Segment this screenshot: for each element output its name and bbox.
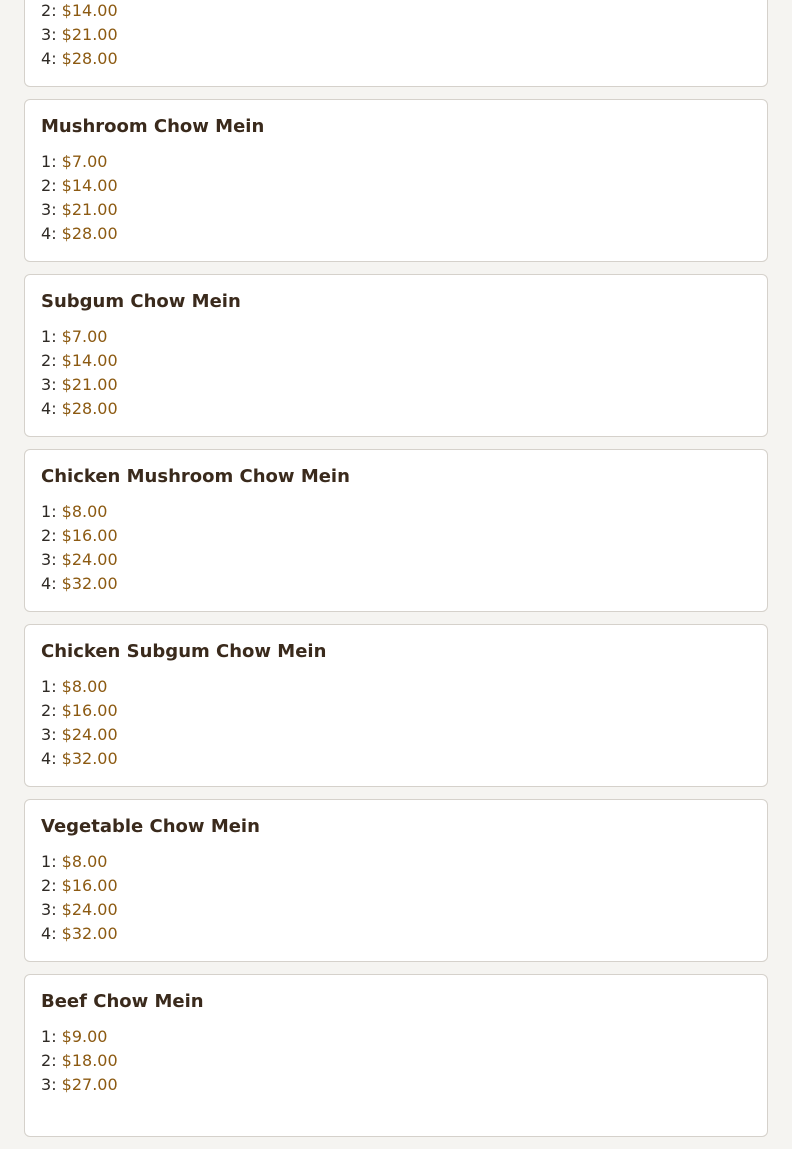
price-row: 4: $28.00: [41, 224, 118, 243]
price-amount: $21.00: [61, 200, 118, 219]
price-amount: $28.00: [61, 224, 118, 243]
quantity-label: 2: [41, 176, 52, 195]
price-list: [41, 850, 751, 946]
menu-item-card: [24, 274, 768, 437]
price-amount: $32.00: [61, 924, 118, 943]
quantity-label: 3: [41, 375, 52, 394]
quantity-label: 3: [41, 1075, 52, 1094]
menu-item-card: [24, 0, 768, 87]
menu-item-card: [24, 974, 768, 1137]
price-row: 4: $28.00: [41, 399, 118, 418]
price-row: 1: $7.00: [41, 327, 108, 346]
quantity-label: 1: [41, 1027, 52, 1046]
price-row: 2: $14.00: [41, 1, 118, 20]
price-list: [41, 325, 751, 421]
menu-item-name: Chicken Subgum Chow Mein: [41, 641, 327, 662]
price-amount: $28.00: [61, 49, 118, 68]
price-row: 2: $16.00: [41, 876, 118, 895]
price-amount: $24.00: [61, 900, 118, 919]
price-amount: $28.00: [61, 399, 118, 418]
menu-item-card: [24, 624, 768, 787]
menu-item-name: Mushroom Chow Mein: [41, 116, 265, 137]
price-row: 1: $8.00: [41, 502, 108, 521]
price-row: 2: $18.00: [41, 1051, 118, 1070]
quantity-label: 4: [41, 574, 52, 593]
quantity-label: 3: [41, 25, 52, 44]
price-row: 4: $28.00: [41, 49, 118, 68]
quantity-label: 4: [41, 49, 52, 68]
price-row: 3: $21.00: [41, 25, 118, 44]
menu-item-card: [24, 449, 768, 612]
quantity-label: 1: [41, 502, 52, 521]
price-amount: $21.00: [61, 25, 118, 44]
price-row: 3: $24.00: [41, 725, 118, 744]
menu-item-name: Chicken Mushroom Chow Mein: [41, 466, 350, 487]
menu-item-name: Vegetable Chow Mein: [41, 816, 260, 837]
price-row: 3: $21.00: [41, 375, 118, 394]
quantity-label: 4: [41, 924, 52, 943]
quantity-label: 1: [41, 152, 52, 171]
quantity-label: 2: [41, 701, 52, 720]
price-row: 3: $24.00: [41, 550, 118, 569]
price-row: 3: $24.00: [41, 900, 118, 919]
price-amount: $8.00: [61, 502, 108, 521]
price-row: 3: $21.00: [41, 200, 118, 219]
menu-item-card: [24, 99, 768, 262]
quantity-label: 3: [41, 550, 52, 569]
quantity-label: 1: [41, 327, 52, 346]
price-row: 4: $32.00: [41, 574, 118, 593]
price-list: [41, 150, 751, 246]
quantity-label: 4: [41, 749, 52, 768]
price-amount: $7.00: [61, 152, 108, 171]
menu-item-list: [24, 0, 768, 1149]
price-list: [41, 500, 751, 596]
price-amount: $8.00: [61, 677, 108, 696]
quantity-label: 3: [41, 900, 52, 919]
price-row: 1: $9.00: [41, 1027, 108, 1046]
price-row: 2: $16.00: [41, 701, 118, 720]
quantity-label: 2: [41, 351, 52, 370]
price-amount: $24.00: [61, 725, 118, 744]
quantity-label: 2: [41, 1, 52, 20]
price-list: [41, 1025, 751, 1097]
price-row: 4: $32.00: [41, 749, 118, 768]
price-amount: $8.00: [61, 852, 108, 871]
price-amount: $21.00: [61, 375, 118, 394]
price-amount: $16.00: [61, 701, 118, 720]
price-amount: $14.00: [61, 176, 118, 195]
price-row: 2: $14.00: [41, 176, 118, 195]
quantity-label: 4: [41, 224, 52, 243]
quantity-label: 2: [41, 876, 52, 895]
price-row: 1: $8.00: [41, 677, 108, 696]
price-amount: $14.00: [61, 1, 118, 20]
price-row: 2: $16.00: [41, 526, 118, 545]
menu-item-name: Beef Chow Mein: [41, 991, 204, 1012]
price-row: 2: $14.00: [41, 351, 118, 370]
price-row: 1: $7.00: [41, 152, 108, 171]
price-amount: $14.00: [61, 351, 118, 370]
price-amount: $27.00: [61, 1075, 118, 1094]
price-row: 3: $27.00: [41, 1075, 118, 1094]
price-row: 1: $8.00: [41, 852, 108, 871]
quantity-label: 3: [41, 725, 52, 744]
menu-item-card: [24, 799, 768, 962]
price-amount: $32.00: [61, 574, 118, 593]
price-amount: $9.00: [61, 1027, 108, 1046]
quantity-label: 1: [41, 852, 52, 871]
quantity-label: 2: [41, 526, 52, 545]
quantity-label: 3: [41, 200, 52, 219]
price-amount: $24.00: [61, 550, 118, 569]
price-list: [41, 0, 751, 71]
price-amount: $32.00: [61, 749, 118, 768]
price-amount: $18.00: [61, 1051, 118, 1070]
quantity-label: 4: [41, 399, 52, 418]
price-list: [41, 675, 751, 771]
menu-item-name: Subgum Chow Mein: [41, 291, 241, 312]
price-amount: $16.00: [61, 876, 118, 895]
quantity-label: 1: [41, 677, 52, 696]
price-row: 4: $32.00: [41, 924, 118, 943]
price-amount: $16.00: [61, 526, 118, 545]
quantity-label: 2: [41, 1051, 52, 1070]
price-amount: $7.00: [61, 327, 108, 346]
